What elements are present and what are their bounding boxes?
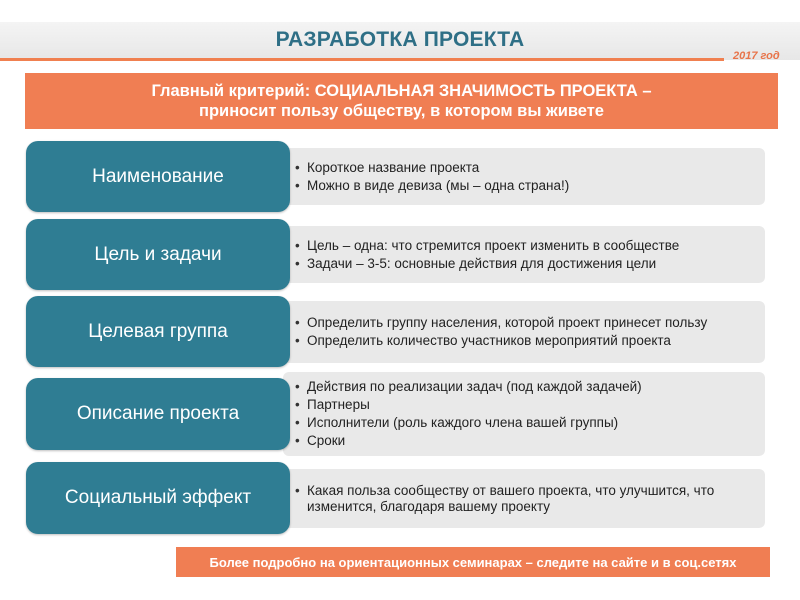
main-criterion-banner	[25, 73, 778, 129]
row-tsel-label	[26, 219, 290, 290]
year-label: 2017 год	[733, 50, 780, 62]
bullet-item: • Исполнители (роль каждого члена вашей группы)	[293, 415, 753, 431]
header-divider	[0, 58, 724, 61]
row-sotsialny-effekt-label	[26, 462, 290, 534]
bullet-item: • Какая польза сообществу от вашего проекта, что улучшится, что изменится, благодаря вашему проекту	[293, 483, 753, 515]
row-tsel-details	[283, 226, 765, 283]
criterion-line-2: приносит пользу обществу, в котором вы живете	[199, 102, 604, 120]
row-label-text: Целевая группа	[88, 320, 228, 342]
bullet-item: • Можно в виде девиза (мы – одна страна!)	[293, 178, 753, 194]
row-label-text: Наименование	[92, 165, 224, 187]
bullet-item: • Определить группу населения, которой проект принесет пользу	[293, 315, 753, 331]
bullet-item: • Короткое название проекта	[293, 160, 753, 176]
row-opisanie-details	[283, 372, 765, 456]
row-tselevaya-gruppa-details	[283, 301, 765, 363]
row-naimenovanie-label	[26, 141, 290, 212]
footer-banner	[176, 547, 770, 577]
bullet-item: • Задачи – 3-5: основные действия для достижения цели	[293, 256, 753, 272]
row-naimenovanie-details	[283, 148, 765, 205]
bullet-item: • Действия по реализации задач (под каждой задачей)	[293, 379, 753, 395]
row-label-text: Описание проекта	[76, 403, 240, 424]
bullet-item: • Сроки	[293, 433, 753, 449]
row-opisanie-label	[26, 378, 290, 450]
bullet-item: • Партнеры	[293, 397, 753, 413]
bullet-item: • Цель – одна: что стремится проект изменить в сообществе	[293, 238, 753, 254]
page-title: РАЗРАБОТКА ПРОЕКТА	[275, 28, 525, 51]
row-tselevaya-gruppa-label	[26, 296, 290, 367]
criterion-line-1: Главный критерий: СОЦИАЛЬНАЯ ЗНАЧИМОСТЬ ПРОЕКТА –	[151, 82, 652, 100]
row-sotsialny-effekt-details	[283, 469, 765, 528]
row-label-text: Социальный эффект	[64, 487, 252, 508]
row-label-text: Цель и задачи	[94, 243, 222, 265]
footer-text: Более подробно на ориентационных семинарах – следите на сайте и в соц.сетях	[209, 554, 737, 570]
bullet-item: • Определить количество участников мероприятий проекта	[293, 333, 753, 349]
